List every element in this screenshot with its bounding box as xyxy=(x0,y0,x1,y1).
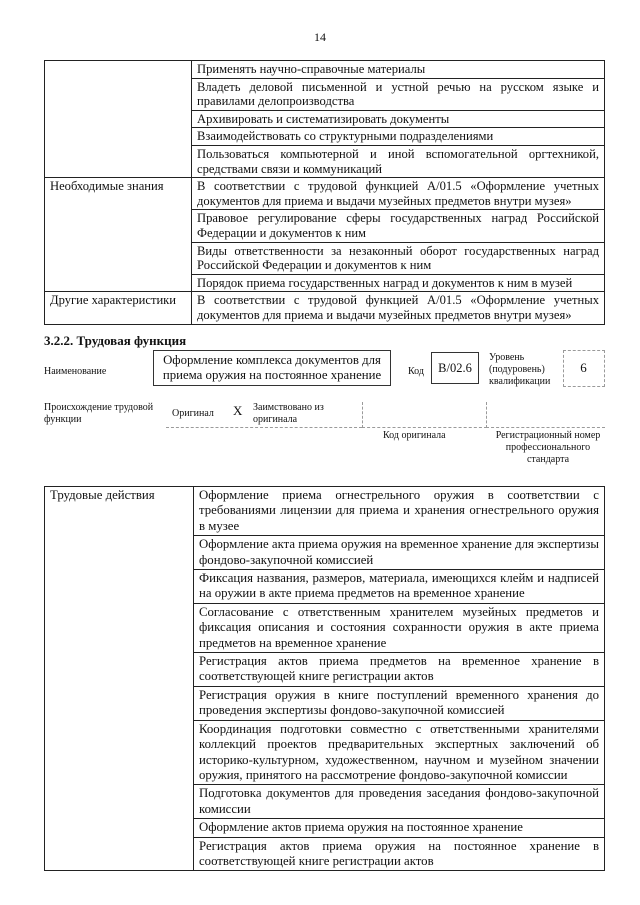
code-original-box xyxy=(362,402,487,428)
table-row xyxy=(45,292,605,324)
original-mark: X xyxy=(233,403,243,418)
original-label: Оригинал xyxy=(172,408,214,419)
action-item: Оформление актов приема оружия на постоянное хранение xyxy=(194,819,605,837)
table-row xyxy=(45,487,605,536)
borrowed-label: Заимствовано из оригинала xyxy=(253,402,324,425)
action-item: Согласование с ответственным хранителем музейных предметов и фиксация описания и состояния сохранности оружия в акте приема предметов на временное хранение xyxy=(194,603,605,652)
action-item: Регистрация оружия в книге поступлений временного хранения до проведения экспертизы фондово-закупочной комиссией xyxy=(194,686,605,720)
reg-number-box xyxy=(486,402,605,428)
knowledge-item: Виды ответственности за незаконный оборот государственных наград Российской Федерации и документов к ним xyxy=(192,242,605,274)
skills-label-cell xyxy=(45,61,192,178)
function-code-box: B/02.6 xyxy=(431,352,479,384)
labor-actions-table xyxy=(44,486,605,871)
action-item: Координация подготовки совместно с ответственными хранителями коллекций проектов предварительных экспертных заключений об историко-культурном, художественном, научном и музейном значении оружия, принятого на рассмотрение фондово-закупочной комиссии xyxy=(194,720,605,785)
action-item: Фиксация названия, размеров, материала, имеющихся клейм и надписей на оружии в акте приема предметов на временное хранение xyxy=(194,570,605,604)
name-label: Наименование xyxy=(44,366,107,377)
knowledge-item: Порядок приема государственных наград и документов к ним в музей xyxy=(192,274,605,292)
reg-number-label: Регистрационный номер профессионального стандарта xyxy=(495,430,601,465)
labor-actions-label: Трудовые действия xyxy=(45,487,194,871)
other-label: Другие характеристики xyxy=(45,292,192,324)
knowledge-item: В соответствии с трудовой функцией А/01.5 «Оформление учетных документов для приема и выдачи музейных предметов внутри музея» xyxy=(192,178,605,210)
level-label: Уровень (подуровень) квалификации xyxy=(489,352,551,387)
knowledge-item: Правовое регулирование сферы государственных наград Российской Федерации и документов к ним xyxy=(192,210,605,242)
table-row xyxy=(45,178,605,210)
skill-item: Взаимодействовать со структурными подразделениями xyxy=(192,128,605,146)
skill-item: Пользоваться компьютерной и иной вспомогательной оргтехникой, средствами связи и коммуникаций xyxy=(192,145,605,177)
code-label: Код xyxy=(408,366,424,377)
code-original-label: Код оригинала xyxy=(383,430,446,441)
origin-label: Происхождение трудовой функции xyxy=(44,402,154,425)
level-value: 6 xyxy=(580,360,587,375)
other-item: В соответствии с трудовой функцией А/01.5 «Оформление учетных документов для приема и выдачи музейных предметов внутри музея» xyxy=(192,292,605,324)
action-item: Подготовка документов для проведения заседания фондово-закупочной комиссии xyxy=(194,785,605,819)
action-item: Оформление приема огнестрельного оружия в соответствии с требованиями лицензии для приема и хранения огнестрельного оружия в музее xyxy=(194,487,605,536)
skill-item: Архивировать и систематизировать документы xyxy=(192,110,605,128)
action-item: Регистрация актов приема предметов на временное хранение в соответствующей книге регистрации актов xyxy=(194,653,605,687)
function-name-box: Оформление комплекса документов для приема оружия на постоянное хранение xyxy=(153,350,391,386)
knowledge-label: Необходимые знания xyxy=(45,178,192,292)
skill-item: Владеть деловой письменной и устной речью на русском языке и правилами делопроизводства xyxy=(192,78,605,110)
table-row xyxy=(45,61,605,79)
page-number: 14 xyxy=(314,30,326,44)
action-item: Регистрация актов приема оружия на постоянное хранение в соответствующей книге регистрации актов xyxy=(194,837,605,871)
skill-item: Применять научно-справочные материалы xyxy=(192,61,605,79)
section-title: 3.2.2. Трудовая функция xyxy=(44,333,187,348)
action-item: Оформление акта приема оружия на временное хранение для экспертизы фондово-закупочной комиссией xyxy=(194,536,605,570)
competence-table xyxy=(44,60,605,325)
